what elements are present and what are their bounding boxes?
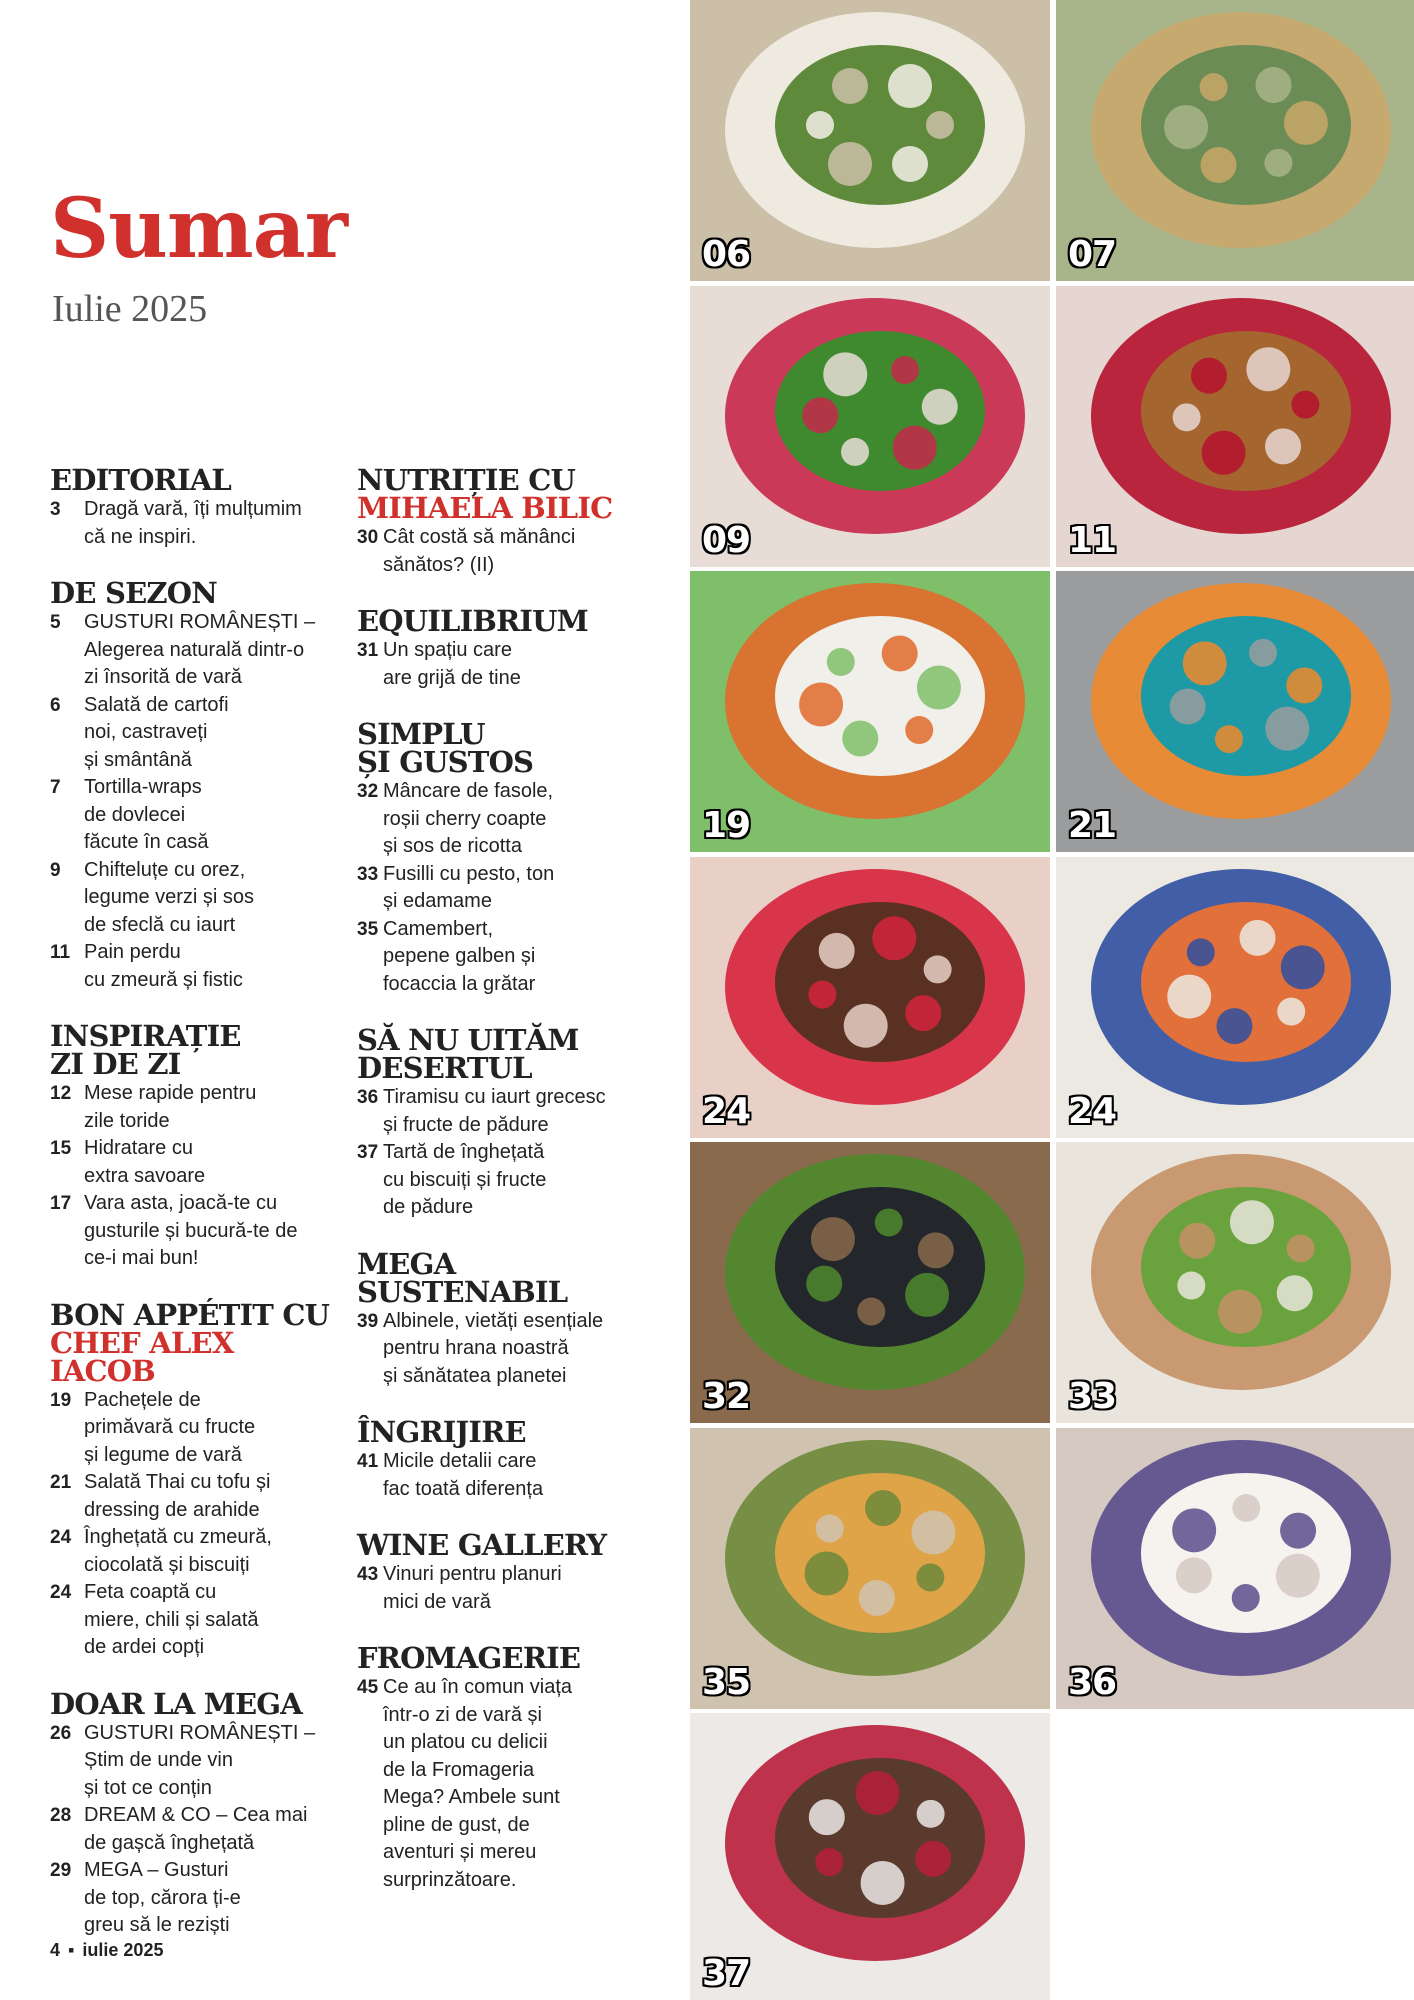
contents-entry[interactable] xyxy=(50,1469,340,1524)
entry-title: Vara asta, joacă-te cu gusturile și bucură-te de ce-i mai bun! xyxy=(84,1192,298,1269)
section-title xyxy=(357,1415,657,1449)
footer-separator-icon: ▪ xyxy=(68,1940,75,1960)
contents-entry[interactable] xyxy=(357,637,657,692)
food-shape xyxy=(1141,331,1351,491)
garnish-shape xyxy=(1200,147,1236,183)
entry-page-number: 28 xyxy=(50,1805,72,1826)
contents-section xyxy=(357,1023,657,1222)
photo-page-number: 33 xyxy=(1068,1376,1117,1417)
garnish-shape xyxy=(816,1515,844,1543)
contents-entry[interactable] xyxy=(50,1524,340,1579)
entry-page-number: 29 xyxy=(50,1860,72,1881)
garnish-shape xyxy=(1256,67,1292,103)
entry-title: Hidratare cu extra savoare xyxy=(84,1137,206,1187)
section-title xyxy=(357,1246,657,1309)
contents-entry[interactable] xyxy=(357,1674,657,1894)
entry-title: Mâncare de fasole, roșii cherry coapte și sos de ricotta xyxy=(383,780,554,857)
section-title-line: FROMAGERIE xyxy=(357,1641,581,1675)
contents-entry[interactable] xyxy=(50,1190,340,1273)
entry-title: Tiramisu cu iaurt grecesc și fructe de pădure xyxy=(383,1086,606,1136)
contents-section xyxy=(357,1641,657,1894)
garnish-shape xyxy=(1164,105,1208,149)
entry-page-number: 24 xyxy=(50,1582,72,1603)
footer-issue: iulie 2025 xyxy=(82,1940,164,1960)
contents-entry[interactable] xyxy=(50,609,340,692)
garnish-shape xyxy=(808,981,836,1009)
contents-entry[interactable] xyxy=(50,1080,340,1135)
contents-entry[interactable] xyxy=(50,939,340,994)
garnish-shape xyxy=(857,1298,885,1326)
entry-title: Un spațiu care are grijă de tine xyxy=(383,639,521,689)
photo-page-number: 21 xyxy=(1068,805,1117,846)
food-shape xyxy=(775,1187,985,1347)
contents-section xyxy=(50,463,340,551)
entry-title: Tortilla-wraps de dovlecei făcute în casă xyxy=(84,776,209,853)
garnish-shape xyxy=(806,1266,842,1302)
contents-entry[interactable] xyxy=(50,1579,340,1662)
garnish-shape xyxy=(1183,641,1227,685)
food-photo[interactable] xyxy=(1056,571,1414,852)
garnish-shape xyxy=(1240,920,1276,956)
garnish-shape xyxy=(1284,101,1328,145)
food-photo[interactable] xyxy=(1056,1142,1414,1423)
entry-page-number: 32 xyxy=(357,781,379,802)
entry-title: Ce au în comun viața într-o zi de vară și un platou cu delicii de la Fromageria Mega? Ambele sunt pline de gust, de aventuri și mereu surprinzătoare. xyxy=(383,1676,572,1891)
contents-entry[interactable] xyxy=(50,774,340,857)
section-title-line: WINE GALLERY xyxy=(357,1528,607,1562)
garnish-shape xyxy=(1265,428,1301,464)
garnish-shape xyxy=(918,1232,954,1268)
entry-title: Cât costă să mănânci sănătos? (II) xyxy=(383,526,576,576)
section-title xyxy=(357,1528,657,1562)
contents-section xyxy=(50,1019,340,1273)
garnish-shape xyxy=(905,1273,949,1317)
food-photo[interactable] xyxy=(690,1142,1050,1423)
food-photo[interactable] xyxy=(1056,1428,1414,1709)
page-footer xyxy=(50,1940,163,1961)
garnish-shape xyxy=(1286,667,1322,703)
garnish-shape xyxy=(809,1799,845,1835)
garnish-shape xyxy=(1176,1557,1212,1593)
entry-title: Albinele, vietăți esențiale pentru hrana noastră și sănătatea planetei xyxy=(383,1309,604,1387)
entry-title: Vinuri pentru planuri mici de vară xyxy=(383,1563,562,1613)
garnish-shape xyxy=(1216,1008,1252,1044)
entry-page-number: 11 xyxy=(50,942,71,963)
garnish-shape xyxy=(1202,431,1246,475)
contents-entry[interactable] xyxy=(357,1308,657,1391)
garnish-shape xyxy=(1249,639,1277,667)
contents-entry[interactable] xyxy=(357,778,657,861)
food-photo[interactable] xyxy=(690,857,1050,1138)
entry-page-number: 12 xyxy=(50,1083,72,1104)
photo-page-number: 11 xyxy=(1068,520,1117,561)
entry-page-number: 31 xyxy=(357,640,379,661)
garnish-shape xyxy=(1265,707,1309,751)
section-title-line: SĂ NU UITĂM xyxy=(357,1023,579,1057)
section-title-highlight: CHEF ALEX IACOB xyxy=(50,1325,234,1388)
garnish-shape xyxy=(1280,1513,1316,1549)
section-title-line: EQUILIBRIUM xyxy=(357,604,588,638)
entry-page-number: 26 xyxy=(50,1722,72,1744)
garnish-shape xyxy=(1218,1290,1262,1334)
garnish-shape xyxy=(872,916,916,960)
entry-page-number: 9 xyxy=(50,859,61,881)
contents-section xyxy=(357,1246,657,1391)
page-title: Sumar xyxy=(50,181,347,277)
garnish-shape xyxy=(1170,689,1206,725)
garnish-shape xyxy=(1277,1275,1313,1311)
garnish-shape xyxy=(1246,347,1290,391)
food-photo[interactable] xyxy=(690,571,1050,852)
section-title-line: ȘI GUSTOS xyxy=(357,745,534,779)
entry-page-number: 41 xyxy=(357,1451,379,1472)
garnish-shape xyxy=(1200,73,1228,101)
entry-page-number: 7 xyxy=(50,777,61,798)
garnish-shape xyxy=(1232,1584,1260,1612)
section-title-line: DESERTUL xyxy=(357,1051,532,1085)
section-title xyxy=(50,463,340,497)
garnish-shape xyxy=(1172,1508,1216,1552)
section-title xyxy=(50,1019,340,1081)
photo-page-number: 36 xyxy=(1068,1662,1117,1703)
garnish-shape xyxy=(1173,403,1201,431)
garnish-shape xyxy=(888,64,932,108)
contents-column-middle xyxy=(357,463,657,1922)
entry-page-number: 37 xyxy=(357,1142,379,1163)
garnish-shape xyxy=(875,1208,903,1236)
entry-title: DREAM & CO – Cea mai de gașcă înghețată xyxy=(84,1804,308,1854)
contents-entry[interactable] xyxy=(357,861,657,916)
garnish-shape xyxy=(1276,1554,1320,1598)
entry-page-number: 33 xyxy=(357,863,379,885)
entry-page-number: 19 xyxy=(50,1389,72,1411)
garnish-shape xyxy=(922,389,958,425)
contents-section xyxy=(50,1686,340,1940)
entry-title: Fusilli cu pesto, ton și edamame xyxy=(383,862,555,912)
garnish-shape xyxy=(882,635,918,671)
section-title-line: SUSTENABIL xyxy=(357,1274,568,1309)
contents-entry[interactable] xyxy=(50,857,340,940)
contents-entry[interactable] xyxy=(50,692,340,775)
section-title-line: BON APPÉTIT CU xyxy=(50,1297,330,1332)
entry-page-number: 43 xyxy=(357,1564,379,1585)
page-number: 4 xyxy=(50,1940,61,1960)
entry-page-number: 15 xyxy=(50,1138,72,1159)
section-title-line: SIMPLU xyxy=(357,717,485,751)
garnish-shape xyxy=(1287,1234,1315,1262)
issue-date: Iulie 2025 xyxy=(52,288,208,330)
food-photo[interactable] xyxy=(1056,286,1414,567)
garnish-shape xyxy=(1277,998,1305,1026)
contents-section xyxy=(357,463,657,579)
entry-title: Pachețele de primăvară cu fructe și legume de vară xyxy=(84,1388,256,1466)
garnish-shape xyxy=(832,68,868,104)
garnish-shape xyxy=(891,356,919,384)
entry-page-number: 5 xyxy=(50,612,61,633)
garnish-shape xyxy=(1179,1223,1215,1259)
photo-page-number: 37 xyxy=(702,1953,751,1994)
entry-page-number: 21 xyxy=(50,1472,72,1493)
garnish-shape xyxy=(861,1861,905,1905)
food-shape xyxy=(1141,616,1351,776)
garnish-shape xyxy=(1281,945,1325,989)
garnish-shape xyxy=(905,995,941,1031)
entry-title: MEGA – Gusturi de top, cărora ți-e greu să le reziști xyxy=(84,1859,241,1936)
photo-page-number: 32 xyxy=(702,1376,751,1417)
section-title xyxy=(357,463,657,525)
entry-title: Salată Thai cu tofu și dressing de arahide xyxy=(84,1471,271,1521)
garnish-shape xyxy=(806,111,834,139)
garnish-shape xyxy=(859,1580,895,1616)
garnish-shape xyxy=(811,1217,855,1261)
garnish-shape xyxy=(805,1551,849,1595)
garnish-shape xyxy=(924,955,952,983)
entry-title: Mese rapide pentru zile toride xyxy=(84,1082,257,1132)
section-title xyxy=(357,1023,657,1085)
garnish-shape xyxy=(1230,1200,1274,1244)
garnish-shape xyxy=(823,352,867,396)
garnish-shape xyxy=(1232,1494,1260,1522)
garnish-shape xyxy=(926,111,954,139)
contents-section xyxy=(50,1297,340,1662)
contents-entry[interactable] xyxy=(357,1139,657,1222)
garnish-shape xyxy=(905,716,933,744)
contents-section xyxy=(357,1415,657,1503)
section-title xyxy=(357,1641,657,1675)
entry-title: Înghețată cu zmeură, ciocolată și biscuiți xyxy=(84,1526,272,1576)
garnish-shape xyxy=(893,426,937,470)
contents-entry[interactable] xyxy=(50,1857,340,1940)
garnish-shape xyxy=(1191,358,1227,394)
photo-page-number: 19 xyxy=(702,805,751,846)
food-photo[interactable] xyxy=(690,1428,1050,1709)
section-title-line: NUTRIȚIE CU xyxy=(357,463,575,497)
entry-title: Tartă de înghețată cu biscuiți și fructe de pădure xyxy=(383,1141,547,1218)
photo-page-number: 35 xyxy=(702,1662,751,1703)
garnish-shape xyxy=(865,1490,901,1526)
contents-entry[interactable] xyxy=(357,1084,657,1139)
photo-page-number: 09 xyxy=(702,520,751,561)
garnish-shape xyxy=(802,397,838,433)
contents-section xyxy=(357,1528,657,1616)
garnish-shape xyxy=(815,1848,843,1876)
entry-page-number: 36 xyxy=(357,1087,379,1108)
section-title xyxy=(50,1686,340,1721)
entry-title: GUSTURI ROMÂNEȘTI – Alegerea naturală dintr-o zi însorită de vară xyxy=(84,611,316,688)
garnish-shape xyxy=(915,1841,951,1877)
photo-page-number: 24 xyxy=(702,1091,751,1132)
garnish-shape xyxy=(841,438,869,466)
contents-entry[interactable] xyxy=(50,1387,340,1470)
section-title-highlight: MIHAELA BILIC xyxy=(357,491,613,525)
contents-column-left xyxy=(50,463,340,1968)
entry-page-number: 6 xyxy=(50,694,61,716)
entry-title: Camembert, pepene galben și focaccia la grătar xyxy=(383,917,536,995)
contents-entry[interactable] xyxy=(357,524,657,579)
contents-entry[interactable] xyxy=(357,916,657,999)
garnish-shape xyxy=(819,933,855,969)
entry-page-number: 39 xyxy=(357,1310,379,1332)
garnish-shape xyxy=(911,1511,955,1555)
photo-page-number: 07 xyxy=(1068,234,1117,275)
entry-title: Micile detalii care fac toată diferența xyxy=(383,1450,544,1500)
garnish-shape xyxy=(917,666,961,710)
section-title-line: DE SEZON xyxy=(50,576,217,610)
entry-title: GUSTURI ROMÂNEȘTI – Știm de unde vin și tot ce conțin xyxy=(84,1721,316,1799)
garnish-shape xyxy=(1215,725,1243,753)
contents-entry[interactable] xyxy=(50,496,340,551)
section-title-line: INSPIRAȚIE xyxy=(50,1019,241,1053)
contents-entry[interactable] xyxy=(50,1802,340,1857)
entry-title: Feta coaptă cu miere, chili și salată de ardei copți xyxy=(84,1581,259,1658)
contents-entry[interactable] xyxy=(50,1720,340,1803)
garnish-shape xyxy=(799,682,843,726)
entry-title: Pain perdu cu zmeură și fistic xyxy=(84,941,243,991)
food-photo[interactable] xyxy=(1056,0,1414,281)
garnish-shape xyxy=(1264,149,1292,177)
food-photo[interactable] xyxy=(690,1713,1050,2000)
photo-page-number: 24 xyxy=(1068,1091,1117,1132)
section-title-line: ÎNGRIJIRE xyxy=(357,1415,526,1449)
entry-title: Salată de cartofi noi, castraveți și smântână xyxy=(84,693,229,771)
garnish-shape xyxy=(1177,1272,1205,1300)
garnish-shape xyxy=(855,1771,899,1815)
garnish-shape xyxy=(842,721,878,757)
food-photo[interactable] xyxy=(690,286,1050,567)
section-title-line: DOAR LA MEGA xyxy=(50,1686,302,1721)
contents-section xyxy=(50,576,340,994)
section-title xyxy=(50,576,340,610)
entry-page-number: 30 xyxy=(357,527,379,548)
contents-entry[interactable] xyxy=(357,1561,657,1616)
garnish-shape xyxy=(827,648,855,676)
garnish-shape xyxy=(1187,938,1215,966)
garnish-shape xyxy=(1291,391,1319,419)
garnish-shape xyxy=(844,1004,888,1048)
entry-title: Chifteluțe cu orez, legume verzi și sos de sfeclă cu iaurt xyxy=(84,858,255,936)
garnish-shape xyxy=(916,1563,944,1591)
section-title xyxy=(50,1297,340,1388)
garnish-shape xyxy=(1167,975,1211,1019)
entry-title: Dragă vară, îți mulțumim că ne inspiri. xyxy=(84,498,302,548)
contents-entry[interactable] xyxy=(357,1448,657,1503)
contents-entry[interactable] xyxy=(50,1135,340,1190)
entry-page-number: 35 xyxy=(357,918,379,940)
photo-page-number: 06 xyxy=(702,234,751,275)
food-photo[interactable] xyxy=(690,0,1050,281)
section-title xyxy=(357,604,657,638)
entry-page-number: 45 xyxy=(357,1677,379,1698)
section-title xyxy=(357,717,657,779)
section-title-line: MEGA xyxy=(357,1246,456,1281)
section-title-line: ZI DE ZI xyxy=(50,1047,181,1081)
garnish-shape xyxy=(917,1800,945,1828)
contents-section xyxy=(357,604,657,692)
entry-page-number: 17 xyxy=(50,1193,72,1214)
section-title-line: EDITORIAL xyxy=(50,463,232,497)
garnish-shape xyxy=(828,142,872,186)
contents-section xyxy=(357,717,657,998)
entry-page-number: 24 xyxy=(50,1527,72,1548)
entry-page-number: 3 xyxy=(50,499,61,520)
food-photo[interactable] xyxy=(1056,857,1414,1138)
garnish-shape xyxy=(892,146,928,182)
